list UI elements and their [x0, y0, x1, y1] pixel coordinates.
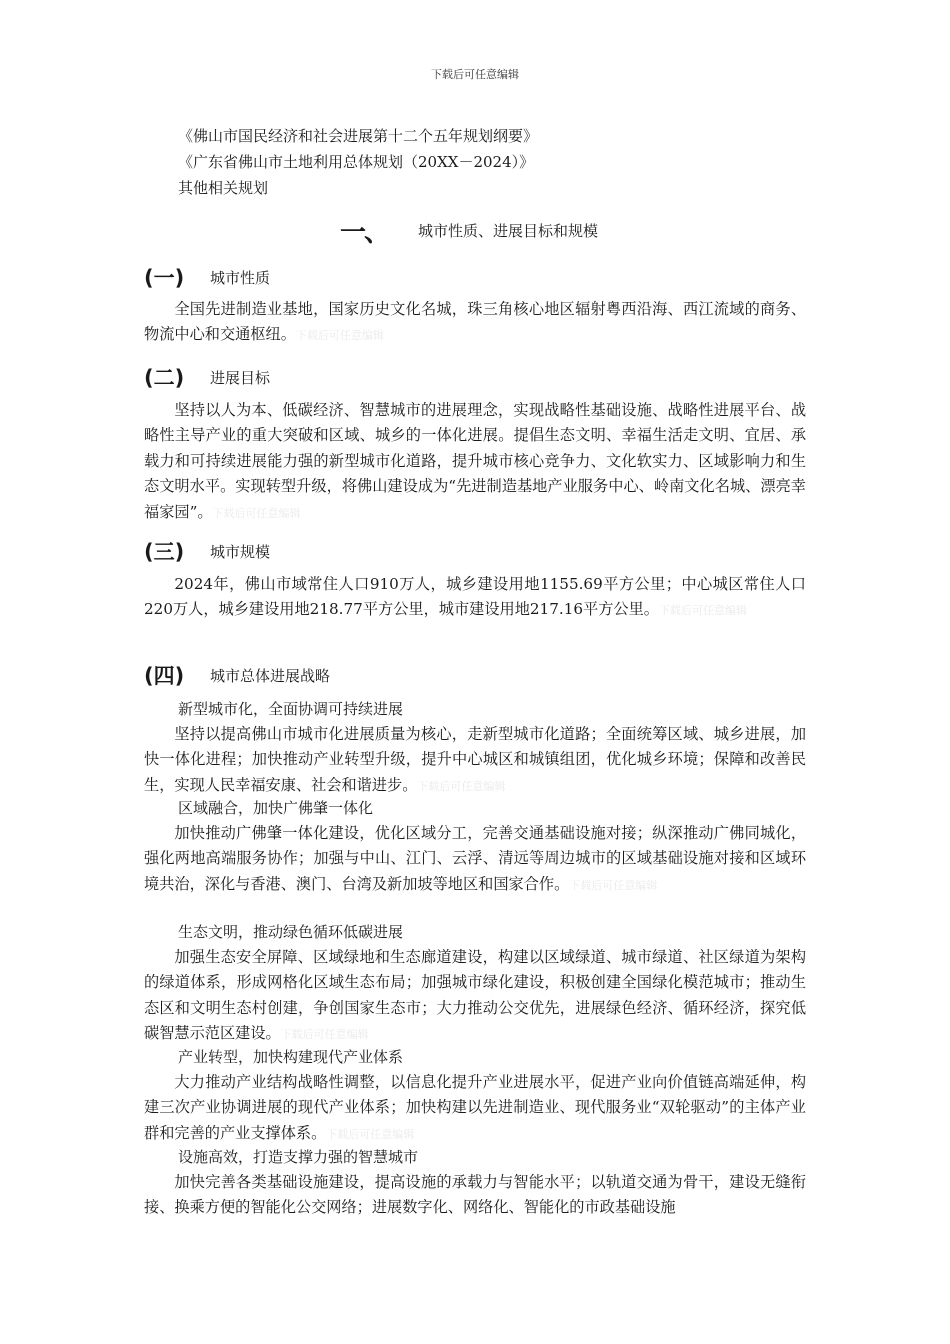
reference-line: 其他相关规划	[178, 179, 269, 197]
subsection-title: 城市性质	[210, 268, 271, 287]
strategy-heading: 新型城市化，全面协调可持续进展	[178, 700, 404, 718]
strategy-heading: 生态文明，推动绿色循环低碳进展	[178, 923, 404, 941]
paragraph	[144, 1170, 806, 1221]
paragraph-text: 坚持以提高佛山市城市化进展质量为核心，走新型城市化道路；全面统筹区域、城乡进展，加快一体化进程；加快推动产业转型升级，提升中心城区和城镇组团，优化城乡环境；保障和改善民生，实现人民幸福安康、社会和谐进步。	[144, 725, 806, 794]
subsection-heading	[144, 536, 270, 566]
subsection-heading	[144, 362, 270, 392]
watermark-text: 下载后可任意编辑	[658, 604, 747, 618]
subsection-number: (二)	[144, 366, 185, 390]
subsection-number: (四)	[144, 664, 185, 688]
paragraph	[144, 297, 806, 349]
paragraph-text: 加快推动广佛肇一体化建设，优化区域分工，完善交通基础设施对接；纵深推动广佛同城化，强化两地高端服务协作；加强与中山、江门、云浮、清远等周边城市的区域基础设施对接和区域环境共治，深化与香港、澳门、台湾及新加坡等地区和国家合作。	[144, 824, 806, 893]
paragraph-text: 大力推动产业结构战略性调整，以信息化提升产业进展水平，促进产业向价值链高端延伸，构建三次产业协调进展的现代产业体系；加快构建以先进制造业、现代服务业“双轮驱动”的主体产业群和完善的产业支撑体系。	[144, 1073, 806, 1142]
subsection-title: 进展目标	[210, 368, 271, 387]
watermark-text: 下载后可任意编辑	[295, 329, 384, 343]
subsection-title: 城市总体进展战略	[210, 666, 331, 685]
watermark-text: 下载后可任意编辑	[326, 1127, 415, 1141]
strategy-heading: 设施高效，打造支撑力强的智慧城市	[178, 1148, 419, 1166]
strategy-heading: 产业转型，加快构建现代产业体系	[178, 1048, 404, 1066]
strategy-heading: 区域融合，加快广佛肇一体化	[178, 799, 374, 817]
paragraph	[144, 945, 806, 1048]
section-title: 城市性质、进展目标和规模	[418, 222, 599, 240]
reference-line: 《广东省佛山市土地利用总体规划（20XX－2024）》	[178, 153, 535, 171]
reference-line: 《佛山市国民经济和社会进展第十二个五年规划纲要》	[178, 127, 539, 145]
subsection-title: 城市规模	[210, 542, 271, 561]
paragraph-text: 加快完善各类基础设施建设，提高设施的承载力与智能水平；以轨道交通为骨干，建设无缝衔接、换乘方便的智能化公交网络；进展数字化、网络化、智能化的市政基础设施	[144, 1173, 806, 1217]
paragraph	[144, 722, 806, 799]
watermark-text: 下载后可任意编辑	[417, 779, 506, 793]
paragraph	[144, 821, 806, 898]
watermark-text: 下载后可任意编辑	[569, 878, 658, 892]
subsection-heading	[144, 262, 270, 292]
watermark-text: 下载后可任意编辑	[280, 1028, 369, 1042]
page-header: 下载后可任意编辑	[431, 68, 519, 81]
section-heading	[340, 212, 598, 249]
paragraph-text: 全国先进制造业基地，国家历史文化名城，珠三角核心地区辐射粤西沿海、西江流域的商务、物流中心和交通枢纽。	[144, 300, 806, 344]
watermark-text: 下载后可任意编辑	[212, 506, 301, 520]
paragraph	[144, 1070, 806, 1147]
paragraph-text: 加强生态安全屏障、区域绿地和生态廊道建设，构建以区域绿道、城市绿道、社区绿道为架构的绿道体系，形成网格化区域生态布局；加强城市绿化建设，积极创建全国绿化模范城市；推动生态区和文明生态村创建，争创国家生态市；大力推动公交优先，进展绿色经济、循环经济，探究低碳智慧示范区建设。	[144, 948, 806, 1043]
paragraph	[144, 398, 806, 526]
section-number: 一、	[340, 218, 389, 248]
subsection-number: (三)	[144, 540, 185, 564]
subsection-number: (一)	[144, 266, 185, 290]
paragraph-text: 坚持以人为本、低碳经济、智慧城市的进展理念，实现战略性基础设施、战略性进展平台、战略性主导产业的重大突破和区域、城乡的一体化进展。提倡生态文明、幸福生活走文明、宜居、承载力和可持续进展能力强的新型城市化道路，提升城市核心竞争力、文化软实力、区域影响力和生态文明水平。实现转型升级，将佛山建设成为“先进制造基地产业服务中心、岭南文化名城、漂亮幸福家园”。	[144, 401, 806, 521]
subsection-heading	[144, 660, 330, 690]
paragraph-text: 2024年，佛山市域常住人口910万人，城乡建设用地1155.69平方公里；中心城区常住人口220万人，城乡建设用地218.77平方公里，城市建设用地217.16平方公里。	[144, 575, 806, 619]
paragraph	[144, 572, 806, 624]
